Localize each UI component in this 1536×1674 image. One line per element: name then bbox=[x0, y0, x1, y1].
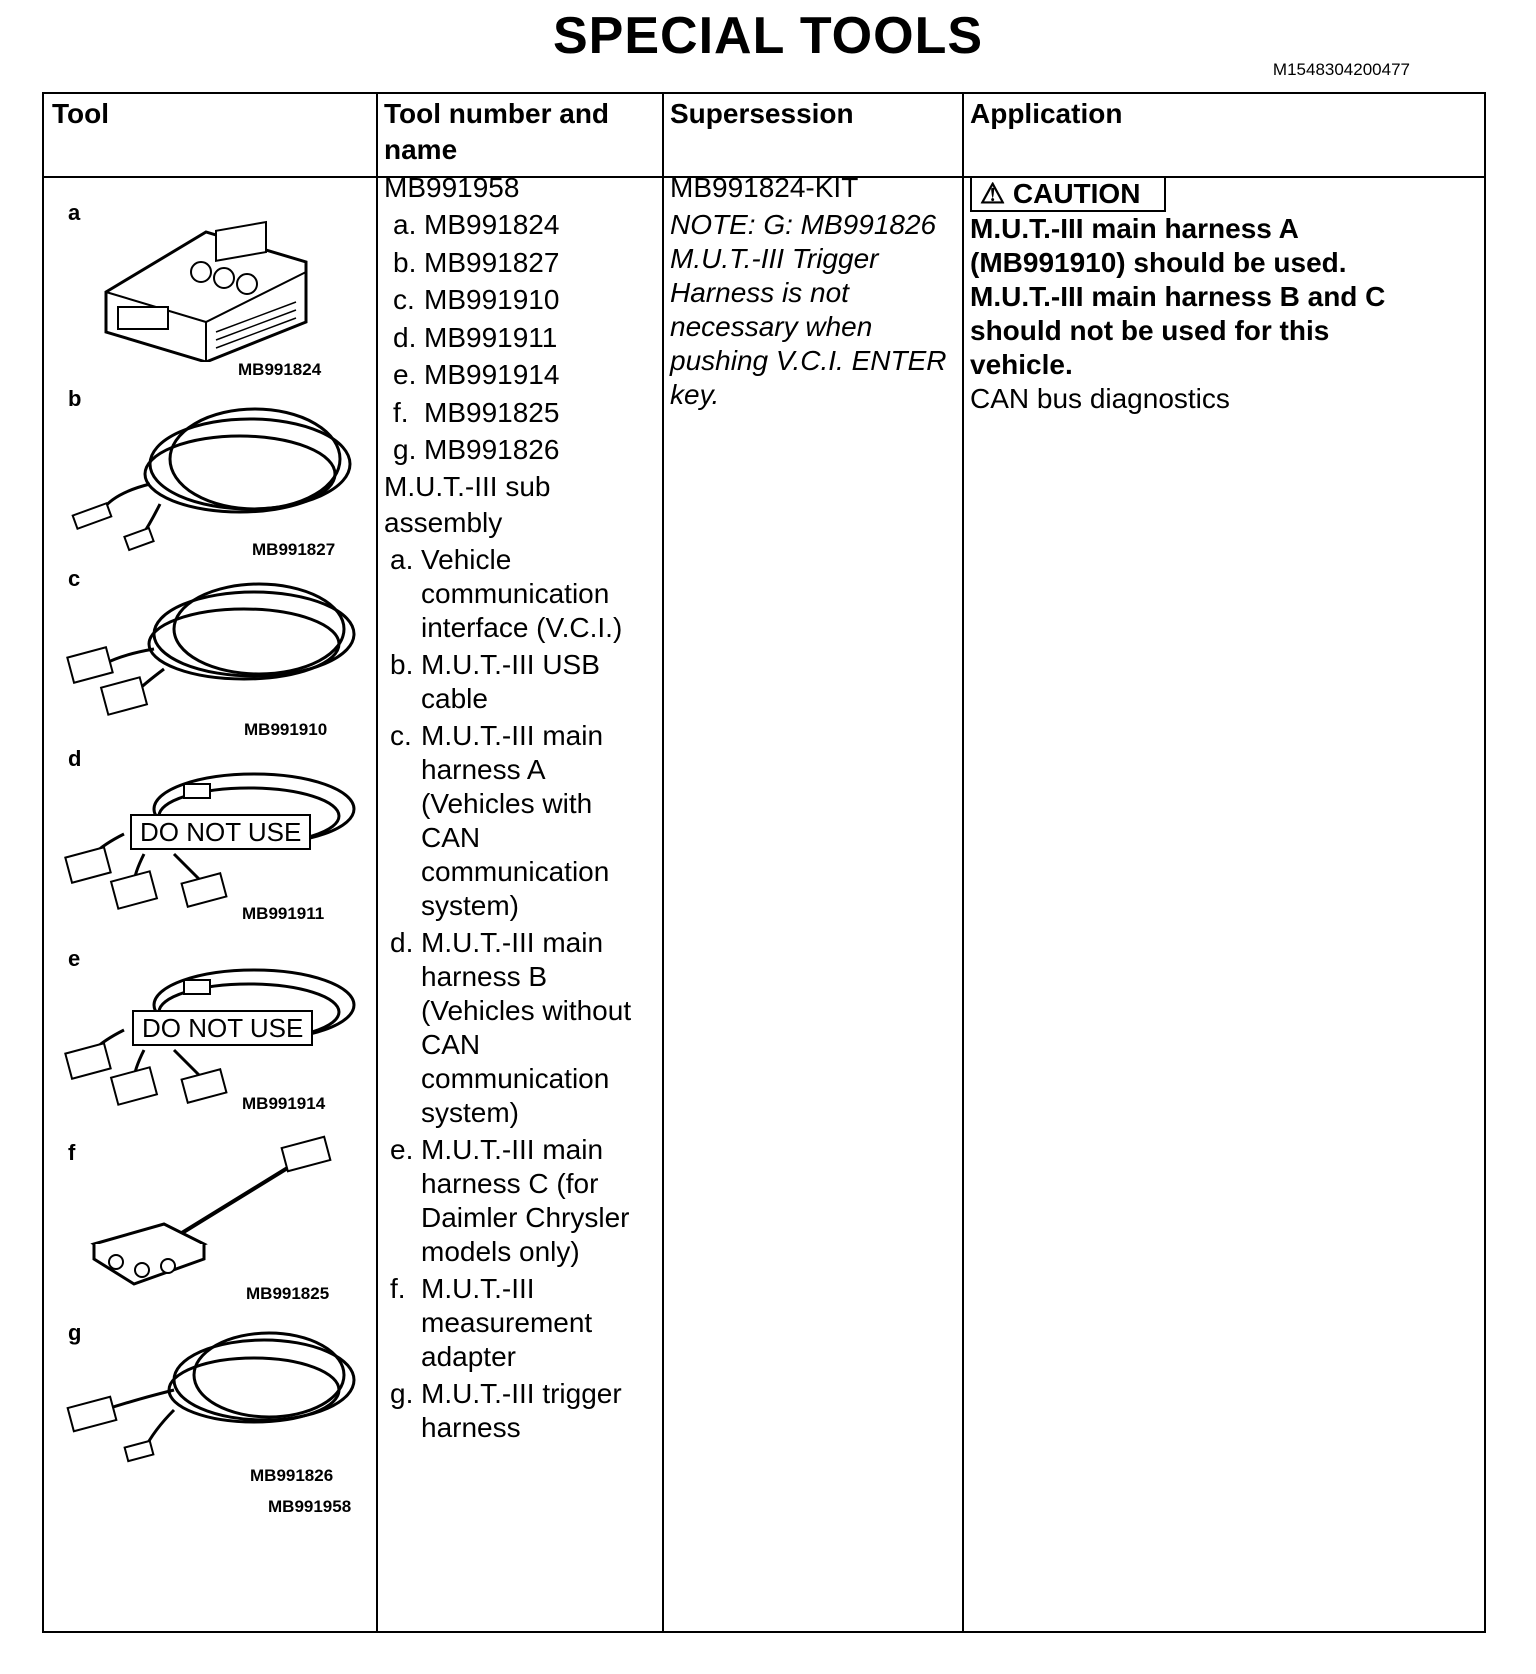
part-name-letter: f. bbox=[390, 1272, 406, 1304]
part-number-list bbox=[384, 206, 658, 469]
part-name-letter: e. bbox=[390, 1133, 414, 1165]
part-name-line: harness B bbox=[421, 960, 548, 992]
part-name-line: adapter bbox=[421, 1340, 516, 1372]
part-name-line: harness C (for bbox=[421, 1167, 599, 1199]
caution-label: CAUTION bbox=[1012, 178, 1141, 209]
note-line: Harness is not bbox=[670, 277, 849, 308]
part-name-line: M.U.T.-III main bbox=[421, 926, 604, 958]
do-not-use-label-d: DO NOT USE bbox=[130, 814, 311, 850]
part-letter: f. bbox=[393, 396, 409, 428]
caution-line: M.U.T.-III main harness B and C bbox=[970, 281, 1386, 312]
part-number-item bbox=[384, 356, 658, 394]
vci-device-icon bbox=[96, 212, 316, 362]
caution-text bbox=[970, 212, 1480, 382]
part-number-item bbox=[384, 244, 658, 282]
header-tool-number-line1: Tool number and bbox=[384, 98, 610, 129]
tool-letter-d: d bbox=[68, 746, 82, 771]
header-tool: Tool bbox=[52, 98, 110, 129]
part-name-item bbox=[384, 1133, 658, 1269]
part-number: MB991910 bbox=[424, 284, 560, 315]
kit-number: MB991958 bbox=[384, 172, 520, 203]
part-name-line: system) bbox=[421, 1096, 519, 1128]
supersession-kit: MB991824-KIT bbox=[670, 172, 859, 203]
tool-letter-g: g bbox=[68, 1320, 82, 1345]
part-letter: e. bbox=[393, 359, 417, 390]
caution-line: vehicle. bbox=[970, 349, 1073, 380]
part-name-line: measurement bbox=[421, 1306, 593, 1338]
part-name-line: CAN bbox=[421, 1028, 481, 1060]
note-line: NOTE: G: MB991826 bbox=[670, 209, 937, 240]
warning-triangle-icon: ⚠ bbox=[980, 178, 1006, 209]
header-supersession: Supersession bbox=[670, 98, 854, 129]
part-number: MB991827 bbox=[424, 246, 560, 278]
part-name-line: M.U.T.-III USB bbox=[421, 648, 600, 680]
usb-cable-icon bbox=[70, 394, 360, 554]
document-id: M1548304200477 bbox=[1272, 60, 1410, 79]
part-number: MB991914 bbox=[424, 359, 560, 390]
caution-line: M.U.T.-III main harness A bbox=[970, 213, 1299, 244]
part-name-line: M.U.T.-III main bbox=[421, 719, 604, 751]
part-letter: c. bbox=[393, 284, 415, 315]
part-letter: d. bbox=[393, 321, 417, 353]
trigger-harness-icon bbox=[64, 1320, 364, 1470]
part-number-item bbox=[384, 431, 658, 469]
part-name-item bbox=[384, 926, 658, 1130]
part-name-line: harness bbox=[421, 1411, 521, 1443]
caution-box bbox=[970, 176, 1166, 212]
part-number-item bbox=[384, 206, 658, 244]
tool-letter-c: c bbox=[68, 566, 81, 591]
part-name-line: (Vehicles with bbox=[421, 787, 593, 819]
application-text: CAN bus diagnostics bbox=[970, 383, 1230, 414]
part-name-line: M.U.T.-III bbox=[421, 1272, 535, 1304]
part-name-line: interface (V.C.I.) bbox=[421, 611, 623, 643]
special-tools-table bbox=[42, 92, 1486, 1633]
part-number: MB991826 bbox=[424, 434, 560, 465]
header-tool-number-line2: name bbox=[384, 134, 458, 165]
tool-caption-f: MB991825 bbox=[246, 1284, 330, 1303]
tool-caption-b: MB991827 bbox=[252, 540, 336, 559]
part-number-item bbox=[384, 281, 658, 319]
tool-caption-e: MB991914 bbox=[242, 1094, 326, 1113]
tool-number-column bbox=[384, 170, 658, 1448]
caution-line: (MB991910) should be used. bbox=[970, 247, 1347, 278]
tool-letter-b: b bbox=[68, 386, 82, 411]
caution-line: should not be used for this bbox=[970, 315, 1330, 346]
part-name-line: Vehicle bbox=[421, 543, 512, 575]
tool-letter-e: e bbox=[68, 946, 81, 971]
header-tool-number bbox=[384, 96, 609, 168]
part-number-item bbox=[384, 394, 658, 432]
part-name-line: communication bbox=[421, 855, 610, 887]
part-letter: b. bbox=[393, 246, 417, 278]
application-column bbox=[970, 170, 1480, 416]
assembly-line1: M.U.T.-III sub bbox=[384, 470, 551, 502]
note-line: key. bbox=[670, 379, 720, 410]
tool-letter-a: a bbox=[68, 200, 81, 225]
tool-caption-a: MB991824 bbox=[238, 360, 322, 379]
part-name-line: system) bbox=[421, 889, 519, 921]
tool-caption-g: MB991826 bbox=[250, 1466, 334, 1485]
tool-letter-f: f bbox=[68, 1140, 76, 1165]
supersession-column bbox=[670, 170, 960, 412]
part-number: MB991824 bbox=[424, 209, 560, 240]
assembly-line2: assembly bbox=[384, 506, 503, 538]
part-name-line: harness A bbox=[421, 753, 546, 785]
part-number: MB991825 bbox=[424, 396, 560, 428]
column-divider bbox=[376, 94, 378, 1631]
harness-a-icon bbox=[64, 574, 364, 724]
part-name-line: Daimler Chrysler bbox=[421, 1201, 630, 1233]
part-number-item bbox=[384, 319, 658, 357]
tool-caption-d: MB991911 bbox=[242, 904, 325, 923]
note-line: pushing V.C.I. ENTER bbox=[670, 345, 947, 376]
part-name-line: (Vehicles without bbox=[421, 994, 632, 1026]
column-divider bbox=[962, 94, 964, 1631]
part-name-item bbox=[384, 1272, 658, 1374]
tool-caption-c: MB991910 bbox=[244, 720, 328, 739]
part-letter: g. bbox=[393, 434, 417, 465]
part-name-line: cable bbox=[421, 682, 488, 714]
part-name-line: communication bbox=[421, 577, 610, 609]
part-name-item bbox=[384, 648, 658, 716]
part-name-letter: g. bbox=[390, 1377, 414, 1409]
part-name-line: communication bbox=[421, 1062, 610, 1094]
do-not-use-label-e: DO NOT USE bbox=[132, 1010, 313, 1046]
part-number: MB991911 bbox=[424, 321, 558, 353]
part-name-line: models only) bbox=[421, 1235, 580, 1267]
part-name-item bbox=[384, 543, 658, 645]
column-divider bbox=[662, 94, 664, 1631]
part-name-letter: d. bbox=[390, 926, 414, 958]
kit-caption: MB991958 bbox=[268, 1497, 352, 1516]
part-name-letter: c. bbox=[390, 719, 412, 751]
part-name-list bbox=[384, 543, 658, 1445]
part-name-line: M.U.T.-III main bbox=[421, 1133, 604, 1165]
part-name-line: M.U.T.-III trigger bbox=[421, 1377, 622, 1409]
part-name-item bbox=[384, 1377, 658, 1445]
part-name-letter: b. bbox=[390, 648, 414, 680]
note-line: necessary when bbox=[670, 311, 873, 342]
part-name-letter: a. bbox=[390, 543, 414, 575]
supersession-note bbox=[670, 208, 960, 412]
part-name-line: CAN bbox=[421, 821, 481, 853]
header-application: Application bbox=[970, 98, 1123, 129]
page-title: SPECIAL TOOLS bbox=[552, 7, 984, 65]
part-letter: a. bbox=[393, 209, 417, 240]
part-name-item bbox=[384, 719, 658, 923]
note-line: M.U.T.-III Trigger bbox=[670, 243, 879, 274]
measurement-adapter-icon bbox=[84, 1134, 344, 1294]
